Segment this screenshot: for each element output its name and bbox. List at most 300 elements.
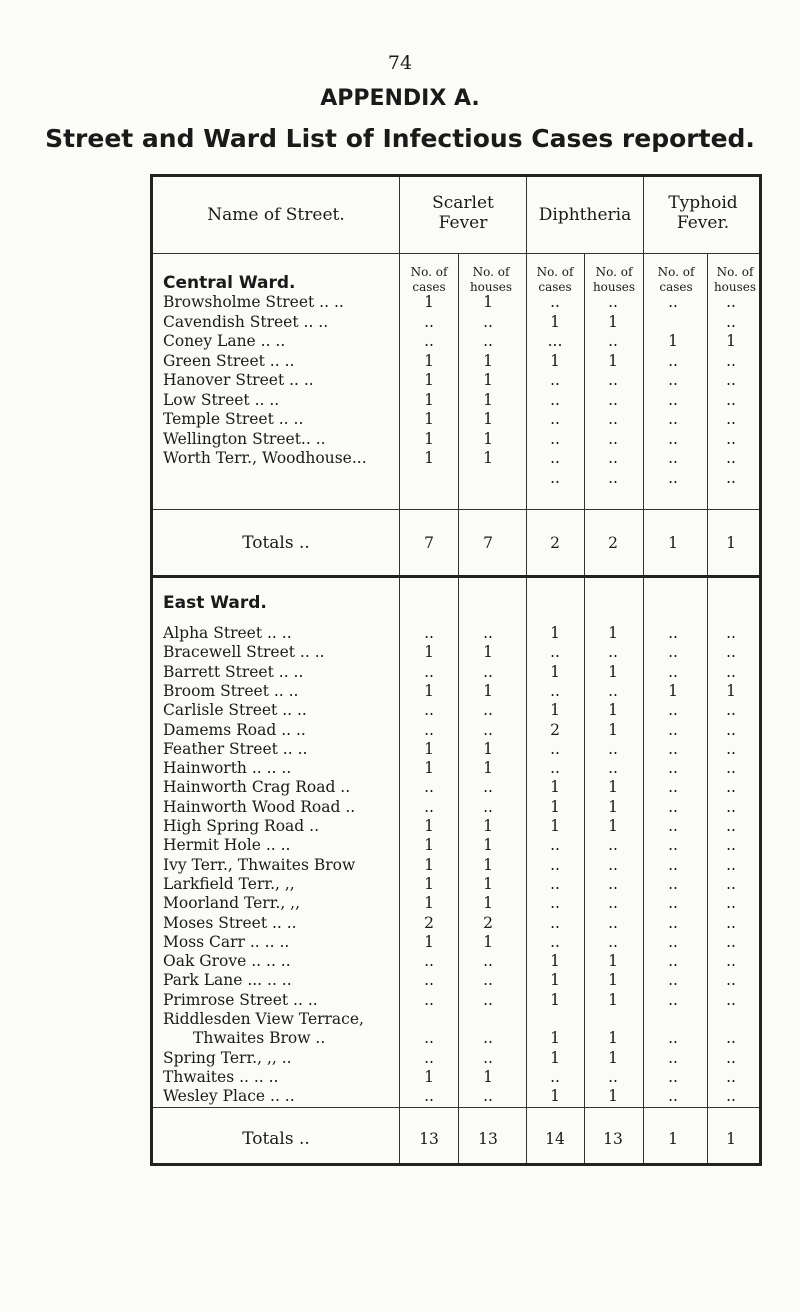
cell-value: .. [424, 1029, 434, 1048]
cell-value: 1 [483, 874, 493, 893]
cell-value: .. [608, 836, 618, 855]
cell-value: .. [608, 468, 618, 487]
cell-value: .. [726, 390, 736, 409]
totals-label: Totals .. [242, 533, 310, 553]
cell-value: .. [726, 1029, 736, 1048]
cell-value: .. [668, 390, 678, 409]
cell-value: 1 [483, 449, 493, 467]
totals-label: Totals .. [242, 1129, 310, 1149]
cell-value: 1 [424, 293, 434, 311]
cell-value: .. [483, 662, 493, 681]
cell-value: 1 [483, 293, 493, 311]
cell-value: .. [550, 643, 560, 662]
total-value: 14 [545, 1130, 565, 1148]
cell-value: .. [483, 971, 493, 990]
cell-value: .. [668, 855, 678, 874]
row-rule [153, 509, 759, 510]
cell-value: .. [726, 701, 736, 720]
street-name: Browsholme Street .. .. [163, 293, 344, 311]
cell-value: .. [483, 720, 493, 739]
cell-value: 1 [424, 874, 434, 893]
cell-value: 1 [550, 797, 560, 816]
street-name: Carlisle Street .. .. [163, 701, 307, 720]
street-name: Larkfield Terr., ,, [163, 874, 295, 893]
cell-value: .. [668, 449, 678, 467]
cell-value: .. [668, 797, 678, 816]
table-row [153, 739, 759, 759]
street-name: Hanover Street .. .. [163, 371, 314, 389]
cell-value: .. [668, 874, 678, 893]
cell-value: .. [668, 371, 678, 389]
table-row [153, 874, 759, 894]
cell-value: 1 [608, 312, 618, 331]
cell-value: 1 [483, 855, 493, 874]
cell-value: 1 [608, 624, 618, 642]
street-name: Thwaites Brow .. [193, 1029, 326, 1048]
street-name: Moses Street .. .. [163, 913, 297, 932]
cell-value: .. [550, 681, 560, 700]
cell-value: 1 [608, 1087, 618, 1106]
page-title: Street and Ward List of Infectious Cases reported. [45, 124, 755, 153]
cell-value: 1 [424, 449, 434, 467]
table-row [153, 681, 759, 701]
cell-value: 1 [608, 797, 618, 816]
cell-value: .. [668, 990, 678, 1009]
cell-value: .. [550, 836, 560, 855]
table-row [153, 468, 759, 488]
street-name: Alpha Street .. .. [163, 624, 292, 642]
table-row [153, 662, 759, 682]
total-value: 1 [726, 1130, 736, 1148]
table-row [153, 797, 759, 817]
ward-title-central: Central Ward. [163, 273, 296, 293]
cell-value: .. [668, 913, 678, 932]
subheader-houses: No. of houses [713, 265, 757, 294]
appendix-heading: APPENDIX A. [320, 86, 480, 111]
cell-value: 1 [424, 643, 434, 662]
cell-value: 1 [424, 1067, 434, 1086]
totals-row [153, 533, 759, 553]
street-name: Moorland Terr., ,, [163, 894, 301, 913]
street-name: Barrett Street .. .. [163, 662, 304, 681]
table-row [153, 970, 759, 990]
total-value: 1 [668, 534, 678, 552]
cell-value: .. [550, 293, 560, 311]
cell-value: 1 [608, 1029, 618, 1048]
street-name: Broom Street .. .. [163, 681, 299, 700]
cell-value: .. [424, 797, 434, 816]
cell-value: 1 [608, 990, 618, 1009]
cell-value: .. [424, 1048, 434, 1067]
table-row [153, 642, 759, 662]
street-name: Cavendish Street .. .. [163, 312, 329, 331]
cell-value: .. [550, 410, 560, 428]
header-diphtheria: Diphtheria [538, 205, 632, 225]
cell-value: .. [726, 1087, 736, 1106]
cell-value: .. [726, 624, 736, 642]
cell-value: 1 [668, 681, 678, 700]
cell-value: .. [608, 293, 618, 311]
cell-value: .. [483, 952, 493, 971]
street-name: Spring Terr., ,, .. [163, 1048, 292, 1067]
cell-value: 1 [483, 836, 493, 855]
total-value: 13 [419, 1130, 439, 1148]
cell-value: 1 [483, 894, 493, 913]
cell-value: .. [550, 932, 560, 951]
cell-value: .. [668, 701, 678, 720]
cell-value: 1 [483, 817, 493, 835]
street-name: Oak Grove .. .. .. [163, 952, 291, 971]
cell-value: 1 [550, 312, 560, 331]
cell-value: 1 [726, 681, 736, 700]
cell-value: .. [424, 624, 434, 642]
total-value: 13 [478, 1130, 498, 1148]
cell-value: 1 [550, 1029, 560, 1048]
total-value: 2 [550, 534, 560, 552]
cell-value: .. [668, 759, 678, 778]
cell-value: 1 [550, 351, 560, 370]
cell-value: 1 [424, 410, 434, 428]
cell-value: 1 [550, 1048, 560, 1067]
table-row [153, 932, 759, 952]
street-name: Worth Terr., Woodhouse... [163, 449, 367, 467]
cell-value: 1 [550, 1087, 560, 1106]
cell-value: .. [726, 759, 736, 778]
cell-value: .. [668, 952, 678, 971]
cell-value: .. [668, 624, 678, 642]
table-row [153, 448, 759, 468]
cell-value: 1 [483, 932, 493, 951]
cell-value: .. [550, 429, 560, 448]
total-value: 1 [668, 1130, 678, 1148]
cell-value: .. [726, 739, 736, 758]
cell-value: .. [483, 778, 493, 797]
cell-value: 1 [424, 351, 434, 370]
cell-value: .. [668, 739, 678, 758]
cell-value: .. [608, 390, 618, 409]
cell-value: 2 [483, 913, 493, 932]
cell-value: .. [483, 1087, 493, 1106]
cell-value: 1 [424, 817, 434, 835]
table-row [153, 990, 759, 1010]
cell-value: 1 [608, 701, 618, 720]
cell-value: .. [668, 662, 678, 681]
cell-value: .. [608, 932, 618, 951]
table-row [153, 390, 759, 410]
cell-value: 1 [550, 662, 560, 681]
table-row [153, 312, 759, 332]
table-row [153, 351, 759, 371]
cell-value: .. [550, 894, 560, 913]
cell-value: .. [424, 720, 434, 739]
cell-value: .. [608, 371, 618, 389]
street-name: Moss Carr .. .. .. [163, 932, 290, 951]
cell-value: .. [668, 971, 678, 990]
cell-value: .. [483, 1029, 493, 1048]
cell-value: .. [550, 449, 560, 467]
cell-value: .. [726, 952, 736, 971]
cell-value: .. [726, 643, 736, 662]
cell-value: 1 [483, 759, 493, 778]
cell-value: .. [726, 990, 736, 1009]
cell-value: .. [424, 1087, 434, 1106]
street-name: High Spring Road .. [163, 817, 319, 835]
street-name: Thwaites .. .. .. [163, 1067, 279, 1086]
table-row [153, 835, 759, 855]
street-name: Damems Road .. .. [163, 720, 306, 739]
total-value: 7 [424, 534, 434, 552]
cell-value: .. [668, 894, 678, 913]
cell-value: .. [668, 836, 678, 855]
totals-row [153, 1129, 759, 1149]
table-row [153, 1067, 759, 1087]
cell-value: .. [424, 701, 434, 720]
street-name: Green Street .. .. [163, 351, 295, 370]
cell-value: 1 [424, 836, 434, 855]
cell-value: 1 [424, 855, 434, 874]
cell-value: .. [608, 855, 618, 874]
subheader-houses: No. of houses [592, 265, 636, 294]
cell-value: 1 [424, 681, 434, 700]
cell-value: .. [608, 449, 618, 467]
cases-table [150, 174, 762, 1166]
cell-value: .. [550, 874, 560, 893]
cell-value: .. [668, 778, 678, 797]
cell-value: .. [550, 759, 560, 778]
table-row [153, 409, 759, 429]
street-name: Hainworth Wood Road .. [163, 797, 356, 816]
cell-value: .. [726, 468, 736, 487]
header-scarlet: Scarlet Fever [432, 193, 494, 233]
cell-value: .. [668, 351, 678, 370]
cell-value: .. [550, 855, 560, 874]
cell-value: .. [668, 1048, 678, 1067]
street-name: Riddlesden View Terrace, [163, 1010, 364, 1028]
cell-value: 1 [483, 351, 493, 370]
section-rule [153, 575, 759, 578]
cell-value: .. [726, 429, 736, 448]
cell-value: 1 [424, 894, 434, 913]
cell-value: 1 [608, 1048, 618, 1067]
table-row [153, 758, 759, 778]
subheader-houses: No. of houses [469, 265, 513, 294]
cell-value: .. [726, 662, 736, 681]
cell-value: .. [608, 429, 618, 448]
cell-value: .. [726, 913, 736, 932]
cell-value: .. [608, 332, 618, 350]
cell-value: .. [424, 662, 434, 681]
cell-value: .. [726, 971, 736, 990]
cell-value: 1 [424, 932, 434, 951]
cell-value: .. [608, 410, 618, 428]
street-name: Hermit Hole .. .. [163, 836, 291, 855]
cell-value: .. [483, 797, 493, 816]
cell-value: .. [550, 390, 560, 409]
cell-value: .. [668, 817, 678, 835]
cell-value: .. [550, 739, 560, 758]
table-row [153, 700, 759, 720]
table-row [153, 331, 759, 351]
cell-value: 2 [550, 720, 560, 739]
cell-value: .. [726, 894, 736, 913]
cell-value: 2 [424, 913, 434, 932]
cell-value: 1 [608, 971, 618, 990]
cell-value: .. [726, 371, 736, 389]
subheader-cases: No. of cases [410, 265, 448, 294]
cell-value: .. [483, 990, 493, 1009]
cell-value: .. [608, 913, 618, 932]
street-name: Wellington Street.. .. [163, 429, 326, 448]
header-name: Name of Street. [207, 205, 345, 225]
cell-value: 1 [424, 739, 434, 758]
cell-value: 1 [424, 390, 434, 409]
table-row [153, 816, 759, 836]
cell-value: .. [726, 778, 736, 797]
cell-value: .. [668, 468, 678, 487]
cell-value: .. [550, 1067, 560, 1086]
table-row [153, 1086, 759, 1106]
subheader-cases: No. of cases [657, 265, 695, 294]
row-rule [153, 253, 759, 254]
subheader-cases: No. of cases [536, 265, 574, 294]
cell-value: 1 [550, 624, 560, 642]
cell-value: .. [668, 1087, 678, 1106]
cell-value: .. [726, 312, 736, 331]
cell-value: 1 [483, 410, 493, 428]
cell-value: 1 [424, 429, 434, 448]
cell-value: .. [668, 643, 678, 662]
street-name: Park Lane ... .. .. [163, 971, 292, 990]
table-row [153, 893, 759, 913]
cell-value: 1 [608, 351, 618, 370]
cell-value: 1 [726, 332, 736, 350]
cell-value: .. [608, 894, 618, 913]
table-row [153, 292, 759, 312]
cell-value: .. [726, 1048, 736, 1067]
cell-value: 1 [608, 952, 618, 971]
cell-value: .. [668, 720, 678, 739]
cell-value: 1 [668, 332, 678, 350]
cell-value: .. [550, 913, 560, 932]
cell-value: .. [668, 1029, 678, 1048]
cell-value: 1 [550, 778, 560, 797]
cell-value: .. [726, 449, 736, 467]
cell-value: .. [483, 1048, 493, 1067]
cell-value: 1 [483, 390, 493, 409]
cell-value: .. [726, 855, 736, 874]
street-name: Low Street .. .. [163, 390, 280, 409]
cell-value: 1 [483, 371, 493, 389]
table-row [153, 855, 759, 875]
street-name: Hainworth .. .. .. [163, 759, 292, 778]
table-row [153, 1009, 759, 1029]
cell-value: 1 [424, 371, 434, 389]
cell-value: .. [424, 778, 434, 797]
cell-value: .. [668, 429, 678, 448]
cell-value: 1 [608, 817, 618, 835]
table-row [153, 1048, 759, 1068]
street-name: Primrose Street .. .. [163, 990, 318, 1009]
cell-value: 1 [483, 1067, 493, 1086]
table-row [153, 913, 759, 933]
cell-value: .. [550, 371, 560, 389]
cell-value: .. [550, 468, 560, 487]
street-name: Ivy Terr., Thwaites Brow [163, 855, 356, 874]
cell-value: .. [726, 932, 736, 951]
total-value: 1 [726, 534, 736, 552]
table-row [153, 951, 759, 971]
total-value: 2 [608, 534, 618, 552]
ward-title-east: East Ward. [163, 593, 267, 613]
header-typhoid: Typhoid Fever. [668, 193, 738, 233]
cell-value: .. [483, 624, 493, 642]
table-row [153, 720, 759, 740]
cell-value: .. [726, 817, 736, 835]
cell-value: .. [424, 971, 434, 990]
cell-value: 1 [483, 643, 493, 662]
cell-value: .. [424, 332, 434, 350]
cell-value: .. [726, 1067, 736, 1086]
row-rule [153, 1107, 759, 1108]
cell-value: 1 [424, 759, 434, 778]
cell-value: ... [547, 332, 563, 350]
cell-value: .. [608, 681, 618, 700]
cell-value: 1 [550, 971, 560, 990]
street-name: Temple Street .. .. [163, 410, 304, 428]
table-row [153, 370, 759, 390]
cell-value: .. [424, 990, 434, 1009]
cell-value: .. [608, 643, 618, 662]
cell-value: .. [483, 332, 493, 350]
cell-value: 1 [550, 952, 560, 971]
street-name: Feather Street .. .. [163, 739, 308, 758]
cell-value: .. [726, 410, 736, 428]
cell-value: 1 [608, 778, 618, 797]
table-row [153, 777, 759, 797]
cell-value: .. [726, 836, 736, 855]
cell-value: .. [483, 701, 493, 720]
total-value: 7 [483, 534, 493, 552]
table-row [153, 1028, 759, 1048]
cell-value: .. [726, 293, 736, 311]
cell-value: .. [608, 759, 618, 778]
cell-value: 1 [608, 662, 618, 681]
cell-value: .. [726, 351, 736, 370]
cell-value: .. [608, 739, 618, 758]
cell-value: 1 [550, 817, 560, 835]
cell-value: .. [424, 952, 434, 971]
street-name: Wesley Place .. .. [163, 1087, 295, 1106]
table-row [153, 623, 759, 643]
cell-value: .. [668, 410, 678, 428]
cell-value: .. [668, 293, 678, 311]
cell-value: 1 [550, 990, 560, 1009]
total-value: 13 [603, 1130, 623, 1148]
cell-value: .. [726, 720, 736, 739]
cell-value: .. [483, 312, 493, 331]
street-name: Hainworth Crag Road .. [163, 778, 351, 797]
cell-value: .. [608, 1067, 618, 1086]
table-row [153, 429, 759, 449]
cell-value: .. [608, 874, 618, 893]
page-number: 74 [387, 52, 413, 74]
cell-value: .. [726, 874, 736, 893]
cell-value: 1 [483, 739, 493, 758]
cell-value: 1 [483, 681, 493, 700]
cell-value: 1 [550, 701, 560, 720]
cell-value: .. [668, 1067, 678, 1086]
cell-value: .. [424, 312, 434, 331]
